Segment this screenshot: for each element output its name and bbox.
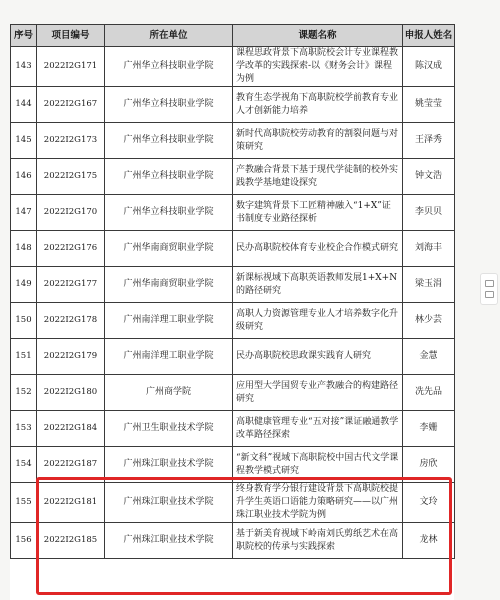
table-row [11, 47, 455, 87]
cell-unit: 广州南洋理工职业学院 [105, 339, 233, 375]
cell-applicant: 文玲 [403, 483, 455, 523]
cell-serial: 154 [11, 447, 37, 483]
cell-applicant: 金慧 [403, 339, 455, 375]
cell-project-code: 2022I2G180 [37, 375, 105, 411]
table-row [11, 159, 455, 195]
cell-applicant: 李贝贝 [403, 195, 455, 231]
table-row [11, 411, 455, 447]
cell-unit: 广州华立科技职业学院 [105, 47, 233, 87]
table-row [11, 339, 455, 375]
cell-project-code: 2022I2G187 [37, 447, 105, 483]
cell-unit: 广州卫生职业技术学院 [105, 411, 233, 447]
table-row [11, 303, 455, 339]
cell-serial: 150 [11, 303, 37, 339]
cell-applicant: 龙林 [403, 523, 455, 559]
cell-unit: 广州珠江职业技术学院 [105, 523, 233, 559]
cell-unit: 广州南洋理工职业学院 [105, 303, 233, 339]
cell-unit: 广州珠江职业技术学院 [105, 447, 233, 483]
cell-topic: 教育生态学视角下高职院校学前教育专业人才创新能力培养 [233, 87, 403, 123]
table-row [11, 483, 455, 523]
table-row [11, 447, 455, 483]
cell-applicant: 刘海丰 [403, 231, 455, 267]
cell-applicant: 钟文浩 [403, 159, 455, 195]
cell-applicant: 房欣 [403, 447, 455, 483]
cell-serial: 145 [11, 123, 37, 159]
cell-topic: 民办高职院校体育专业校企合作模式研究 [233, 231, 403, 267]
cell-topic: 新课标视域下高职英语教师发展1+X+N的路径研究 [233, 267, 403, 303]
table-header-row [11, 25, 455, 47]
cell-topic: 产教融合背景下基于现代学徒制的校外实践教学基地建设探究 [233, 159, 403, 195]
table-row [11, 375, 455, 411]
document-page [10, 24, 454, 600]
cell-unit: 广州华南商贸职业学院 [105, 267, 233, 303]
cell-topic: 基于新美育视域下岭南刘氏剪纸艺术在高职院校的传承与实践探索 [233, 523, 403, 559]
header-project-code: 项目编号 [37, 25, 105, 47]
cell-topic: 民办高职院校思政课实践育人研究 [233, 339, 403, 375]
cell-topic: 数字建筑背景下工匠精神融入“1+X”证书制度专业路径探析 [233, 195, 403, 231]
cell-applicant: 林少芸 [403, 303, 455, 339]
cell-topic: 课程思政背景下高职院校会计专业课程教学改革的实践探索-以《财务会计》课程为例 [233, 47, 403, 87]
cell-serial: 152 [11, 375, 37, 411]
table-row [11, 267, 455, 303]
cell-applicant: 姚莹莹 [403, 87, 455, 123]
header-applicant: 申报人姓名 [403, 25, 455, 47]
cell-serial: 147 [11, 195, 37, 231]
table-row [11, 231, 455, 267]
widget-icon-bottom [485, 291, 494, 298]
cell-serial: 149 [11, 267, 37, 303]
table-row [11, 87, 455, 123]
cell-project-code: 2022I2G173 [37, 123, 105, 159]
cell-applicant: 冼先品 [403, 375, 455, 411]
header-serial: 序号 [11, 25, 37, 47]
cell-serial: 143 [11, 47, 37, 87]
cell-unit: 广州珠江职业技术学院 [105, 483, 233, 523]
cell-unit: 广州商学院 [105, 375, 233, 411]
cell-topic: “新文科”视域下高职院校中国古代文学课程教学模式研究 [233, 447, 403, 483]
cell-topic: 应用型大学国贸专业产教融合的构建路径研究 [233, 375, 403, 411]
cell-applicant: 李姗 [403, 411, 455, 447]
header-unit: 所在单位 [105, 25, 233, 47]
cell-project-code: 2022I2G178 [37, 303, 105, 339]
cell-applicant: 王泽秀 [403, 123, 455, 159]
cell-topic: 新时代高职院校劳动教育的割裂问题与对策研究 [233, 123, 403, 159]
table-row [11, 123, 455, 159]
cell-project-code: 2022I2G179 [37, 339, 105, 375]
cell-project-code: 2022I2G177 [37, 267, 105, 303]
cell-applicant: 陈汉成 [403, 47, 455, 87]
cell-topic: 终身教育学分银行建设背景下高职院校提升学生英语口语能力策略研究——以广州珠江职业技术学院为例 [233, 483, 403, 523]
side-floating-widget[interactable] [480, 273, 498, 305]
header-topic: 课题名称 [233, 25, 403, 47]
cell-project-code: 2022I2G175 [37, 159, 105, 195]
project-list-table [10, 24, 455, 559]
cell-project-code: 2022I2G170 [37, 195, 105, 231]
cell-unit: 广州华立科技职业学院 [105, 159, 233, 195]
table-row [11, 195, 455, 231]
cell-unit: 广州华立科技职业学院 [105, 87, 233, 123]
cell-serial: 146 [11, 159, 37, 195]
cell-applicant: 梁玉涓 [403, 267, 455, 303]
table-row [11, 523, 455, 559]
cell-unit: 广州华立科技职业学院 [105, 123, 233, 159]
cell-topic: 高职健康管理专业“五对接”课证融通教学改革路径探索 [233, 411, 403, 447]
cell-topic: 高职人力资源管理专业人才培养数字化升级研究 [233, 303, 403, 339]
widget-icon-top [485, 280, 494, 287]
cell-serial: 153 [11, 411, 37, 447]
cell-serial: 151 [11, 339, 37, 375]
cell-project-code: 2022I2G167 [37, 87, 105, 123]
cell-project-code: 2022I2G185 [37, 523, 105, 559]
cell-project-code: 2022I2G176 [37, 231, 105, 267]
cell-project-code: 2022I2G184 [37, 411, 105, 447]
cell-serial: 155 [11, 483, 37, 523]
cell-serial: 148 [11, 231, 37, 267]
cell-serial: 156 [11, 523, 37, 559]
cell-unit: 广州华立科技职业学院 [105, 195, 233, 231]
cell-serial: 144 [11, 87, 37, 123]
cell-project-code: 2022I2G181 [37, 483, 105, 523]
cell-project-code: 2022I2G171 [37, 47, 105, 87]
cell-unit: 广州华南商贸职业学院 [105, 231, 233, 267]
